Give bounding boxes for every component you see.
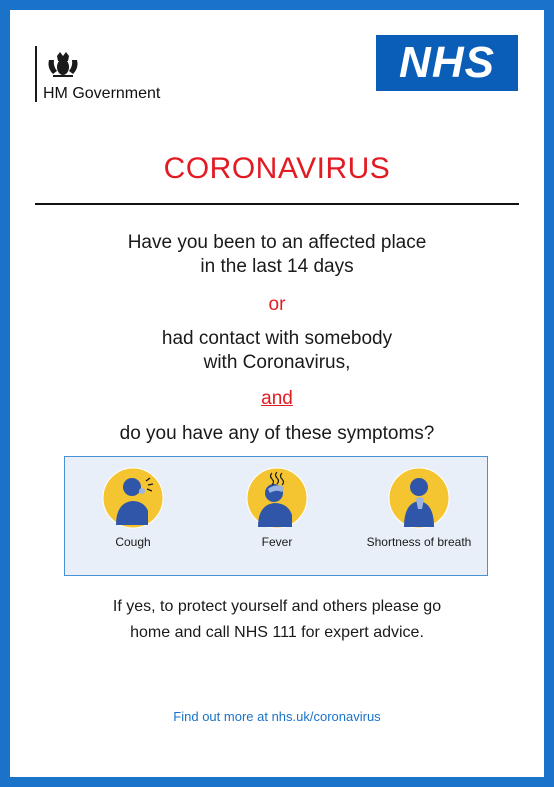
nhs-logo: NHS — [376, 35, 518, 91]
advice-line-1: If yes, to protect yourself and others please go — [112, 598, 442, 615]
question-line-5: do you have any of these symptoms? — [119, 423, 435, 444]
cough-icon — [102, 467, 164, 529]
symptom-shortness-of-breath — [359, 467, 479, 550]
question-line-4: with Coronavirus, — [203, 352, 351, 373]
or-label: or — [268, 294, 286, 315]
question-line-2: in the last 14 days — [200, 256, 354, 277]
advice-line-2: home and call NHS 111 for expert advice. — [130, 624, 424, 641]
page-title: CORONAVIRUS — [163, 152, 391, 185]
shortness-of-breath-icon — [388, 467, 450, 529]
and-label — [10, 387, 544, 411]
question-line-1: Have you been to an affected place — [127, 232, 427, 253]
symptom-label: Fever — [261, 535, 293, 549]
symptom-cough — [73, 467, 193, 550]
symptom-fever — [217, 467, 337, 550]
symptoms-panel — [64, 456, 488, 576]
footer-link-text: Find out more at nhs.uk/coronavirus — [173, 709, 381, 724]
symptom-label: Shortness of breath — [366, 535, 472, 549]
symptom-label: Cough — [115, 535, 151, 549]
logo-divider — [35, 46, 37, 102]
hm-government-label: HM Government — [43, 85, 161, 102]
title-divider — [35, 203, 519, 205]
question-line-3: had contact with somebody — [161, 328, 393, 349]
royal-crest-icon — [45, 50, 81, 78]
and-text: and — [261, 388, 293, 409]
fever-icon — [246, 467, 308, 529]
advice-text — [10, 594, 544, 646]
